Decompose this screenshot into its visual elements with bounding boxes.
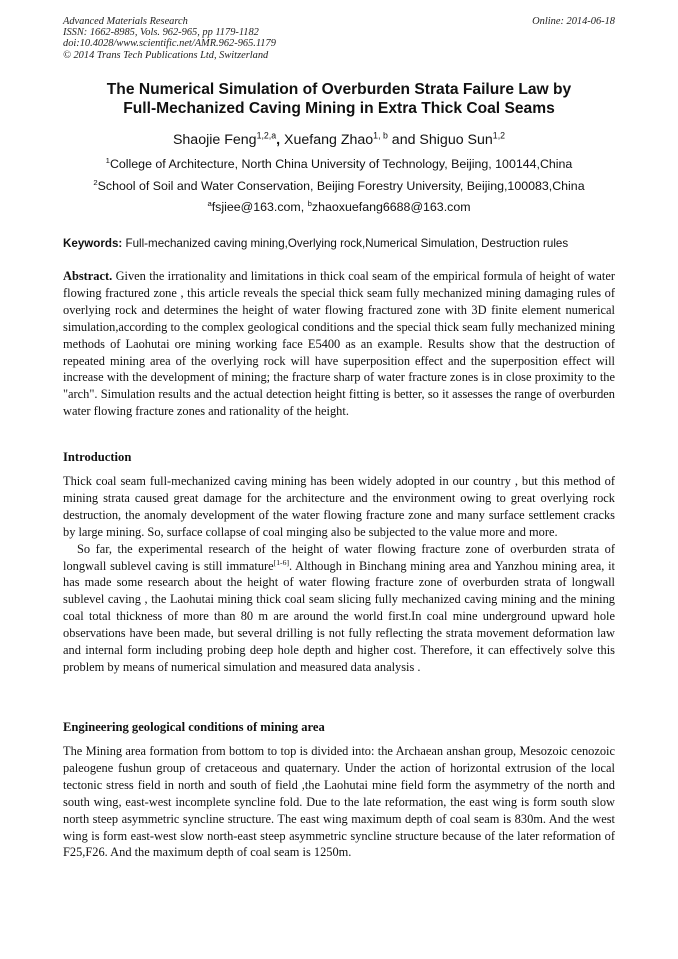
affiliation-1-text: College of Architecture, North China University of Technology, Beijing, 100144,China <box>109 157 573 171</box>
issn-line: ISSN: 1662-8985, Vols. 962-965, pp 1179-1182 <box>63 27 259 39</box>
journal-name: Advanced Materials Research <box>63 16 188 27</box>
citation-ref: [1-6] <box>273 557 289 567</box>
intro-paragraph-1: Thick coal seam full-mechanized caving mining has been widely adopted in our country , but this method of mining strata caused great damage for the architecture and the environment owing to great overlying rock destruction, the anomaly development of the water flowing fracture zone and many surface settlement cracks by large mining. So, surface collapse of coal minging also be subjected to the value more and more. <box>63 474 615 539</box>
author-3-affiliation: 1,2 <box>492 130 506 141</box>
abstract-paragraph <box>63 268 615 420</box>
paper-title <box>40 80 638 118</box>
email-b-marker: b <box>307 198 312 208</box>
author-2-affiliation: 1, b <box>373 130 388 141</box>
keywords-label: Keywords: <box>63 237 123 250</box>
intro-p2-text-a: So far, the experimental research of the height of water flowing fracture zone of overburden strata of longwall sublevel caving is still immature <box>63 541 615 573</box>
title-line-1: The Numerical Simulation of Overburden Strata Failure Law by <box>106 81 572 98</box>
affiliation-2-text: School of Soil and Water Conservation, Beijing Forestry University, Beijing,100083,China <box>97 179 585 193</box>
intro-p2-text-b: . Although in Binchang mining area and Yanzhou mining area, it has made some research about the height of water flowing fracture zone of overburden strata of longwall sublevel caving , the Laohutai mining thick coal seam slicing fully mechanized caving mining and the mining coal total thickness of more than 80 m are around the world first.In coal mine underground upward hole observations have been made, but several drilling is not fully reflecting the strata movement deformation law and internal form including probing deep hole depth and higher cost. Therefore, it can effectively solve this problem by means of numerical simulation and measured data analysis . <box>63 558 615 674</box>
author-list <box>40 131 638 149</box>
author-1-affiliation: 1,2,a <box>256 130 277 141</box>
abstract-text: Given the irrationality and limitations in thick coal seam of the empirical formula of height of water flowing fractured zone , this article reveals the special thick seam fully mechanized mining damaging rules of overlying rock and determines the height of water flowing fractured zone with 3D finite element numerical simulation,according to the complex geological conditions and the special thick seam fully mechanized mining methods of Laohutai ore mining working face E5400 as an example. Results show that the destruction of repeated mining area of the overlying rock will have superposition effect and the superposition effect will increase with the development of mining; the fracture sharp of water fracture zones is in close proximity to the "arch". Simulation results and the actual detection height fitting is better, so it assesses the range of overburden water flowing fracture zones and rationality of the height. <box>63 269 615 419</box>
copyright-line: © 2014 Trans Tech Publications Ltd, Switzerland <box>63 49 269 61</box>
author-2: Xuefang Zhao <box>284 132 374 148</box>
author-emails <box>20 200 658 215</box>
doi-line: doi:10.4028/www.scientific.net/AMR.962-965.1179 <box>63 38 276 50</box>
email-a-marker: a <box>207 198 212 208</box>
author-separator-and: and <box>387 132 420 148</box>
title-line-2: Full-Mechanized Caving Mining in Extra Thick Coal Seams <box>123 100 555 117</box>
email-b: zhaoxuefang6688@163.com <box>311 200 471 214</box>
affiliation-2 <box>20 179 658 194</box>
section-heading-geology: Engineering geological conditions of mining area <box>63 720 325 734</box>
keywords <box>63 236 623 251</box>
author-3: Shiguo Sun <box>419 132 493 148</box>
introduction-body <box>63 473 615 676</box>
online-date: Online: 2014-06-18 <box>532 16 615 27</box>
running-header <box>63 16 615 61</box>
affiliation-1-marker: 1 <box>105 155 110 165</box>
email-a: fsjiee@163.com, <box>211 200 308 214</box>
affiliation-1 <box>20 157 658 172</box>
abstract <box>63 268 615 420</box>
affiliation-2-marker: 2 <box>93 177 98 187</box>
geology-paragraph: The Mining area formation from bottom to top is divided into: the Archaean anshan group, Mesozoic cenozoic paleogene fushun group of cretaceous and quaternary. Under the action of horizontal extrusion of the local tectonic stress field in north and south of field ,the Laohutai mine field form the asymmetry of the north and south wing, east-west incomplete syncline fold. Due to the late reformation, the east wing is form south slow north steep asymmetric syncline structure. The east wing maximum depth of coal seam is 830m. And the west wing is form east-west slow north-east steep asymmetric syncline structure because of the later reformation of F25,F26. And the maximum depth of coal seam is 1250m. <box>63 744 615 860</box>
abstract-label: Abstract. <box>63 269 113 283</box>
author-separator: , <box>276 132 285 148</box>
geology-body <box>63 743 615 861</box>
author-1: Shaojie Feng <box>172 132 257 148</box>
intro-paragraph-2 <box>63 541 615 676</box>
keywords-text: Full-mechanized caving mining,Overlying rock,Numerical Simulation, Destruction rules <box>122 237 569 250</box>
section-heading-introduction: Introduction <box>63 450 132 464</box>
